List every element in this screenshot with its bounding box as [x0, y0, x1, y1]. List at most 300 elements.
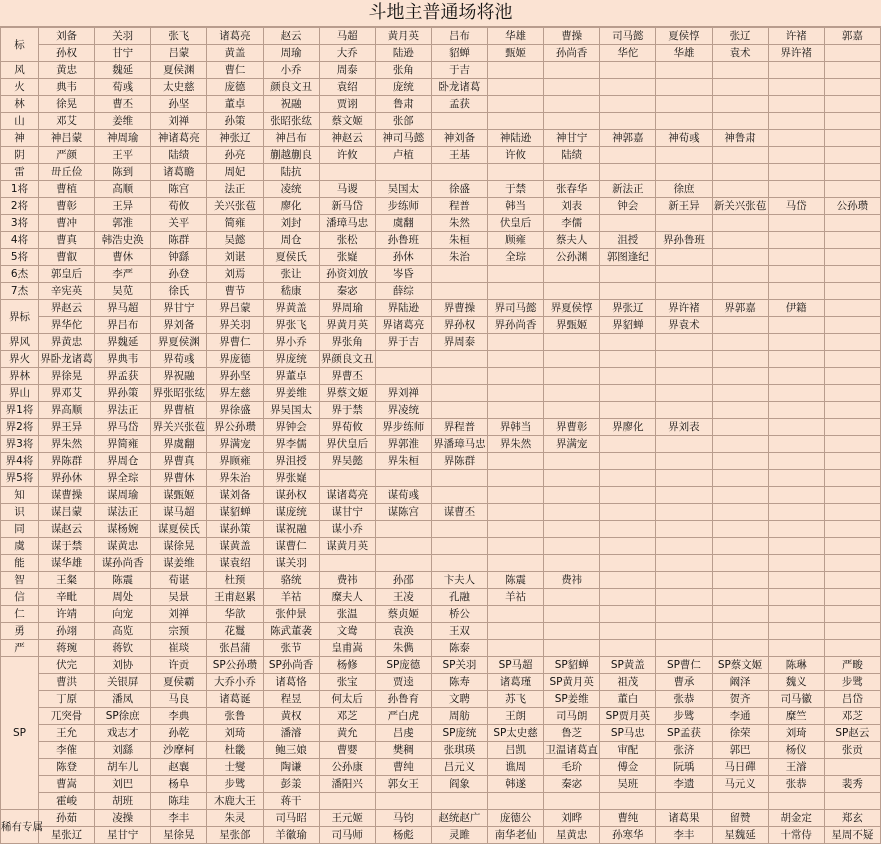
- general-name-cell: 张昭张纮: [263, 113, 319, 130]
- table-row: [1, 657, 881, 674]
- general-name-cell: 谋杨婉: [95, 521, 151, 538]
- general-name-cell: 毛玠: [544, 759, 600, 776]
- general-name-cell: 王濬: [768, 759, 824, 776]
- category-label: 同: [1, 521, 39, 538]
- general-name-cell: 界许褚: [656, 300, 712, 317]
- general-name-cell: [712, 334, 768, 351]
- table-row: [1, 351, 881, 368]
- general-name-cell: [768, 62, 824, 79]
- general-name-cell: [600, 62, 656, 79]
- general-name-cell: 刘琦: [768, 725, 824, 742]
- general-name-cell: 张春华: [544, 181, 600, 198]
- general-name-cell: 费祎: [319, 572, 375, 589]
- general-name-cell: 界夏侯惇: [544, 300, 600, 317]
- table-row: [1, 606, 881, 623]
- general-name-cell: 神郭嘉: [600, 130, 656, 147]
- category-label: 山: [1, 113, 39, 130]
- general-name-cell: [656, 164, 712, 181]
- general-name-cell: 新关兴张苞: [712, 198, 768, 215]
- general-name-cell: 曹彰: [39, 198, 95, 215]
- general-name-cell: 张角: [375, 62, 431, 79]
- general-name-cell: [824, 402, 880, 419]
- general-name-cell: [768, 538, 824, 555]
- general-name-cell: [431, 538, 487, 555]
- general-name-cell: 界许褚: [768, 45, 824, 62]
- general-name-cell: 魏延: [95, 62, 151, 79]
- general-name-cell: [431, 793, 487, 810]
- general-name-cell: 夏侯霸: [151, 674, 207, 691]
- general-name-cell: 夏侯氏: [263, 249, 319, 266]
- general-name-cell: 界荀攸: [319, 419, 375, 436]
- general-name-cell: [712, 164, 768, 181]
- general-name-cell: [712, 317, 768, 334]
- general-name-cell: [544, 368, 600, 385]
- general-name-cell: [431, 113, 487, 130]
- table-row: [1, 742, 881, 759]
- general-name-cell: [768, 147, 824, 164]
- general-name-cell: SP关羽: [431, 657, 487, 674]
- general-name-cell: [824, 436, 880, 453]
- general-name-cell: 顾雍: [488, 232, 544, 249]
- general-name-cell: [488, 453, 544, 470]
- general-name-cell: 辛宪英: [39, 283, 95, 300]
- general-name-cell: 黄忠: [39, 62, 95, 79]
- general-name-cell: [656, 402, 712, 419]
- general-name-cell: 诸葛瞻: [151, 164, 207, 181]
- general-name-cell: 界司马懿: [488, 300, 544, 317]
- table-row: [1, 419, 881, 436]
- category-label: 界山: [1, 385, 39, 402]
- general-name-cell: 界公孙瓒: [207, 419, 263, 436]
- general-name-cell: [488, 640, 544, 657]
- general-name-cell: 李遗: [656, 776, 712, 793]
- general-name-cell: 界赵云: [39, 300, 95, 317]
- general-name-cell: SP曹仁: [656, 657, 712, 674]
- general-name-cell: [768, 572, 824, 589]
- general-name-cell: [768, 317, 824, 334]
- general-name-cell: 界貂蝉: [600, 317, 656, 334]
- general-name-cell: 沙摩柯: [151, 742, 207, 759]
- general-name-cell: [712, 181, 768, 198]
- general-name-cell: 董白: [600, 691, 656, 708]
- general-name-cell: 夏侯渊: [151, 62, 207, 79]
- general-name-cell: 界黄月英: [319, 317, 375, 334]
- general-name-cell: [824, 759, 880, 776]
- general-name-cell: 邓芝: [824, 708, 880, 725]
- general-name-cell: 张贡: [824, 742, 880, 759]
- general-name-cell: 司马徽: [768, 691, 824, 708]
- general-name-cell: 界刘备: [151, 317, 207, 334]
- general-name-cell: [656, 555, 712, 572]
- general-name-cell: 陈震: [95, 572, 151, 589]
- general-name-cell: [319, 470, 375, 487]
- general-name-cell: 界小乔: [263, 334, 319, 351]
- general-name-cell: [712, 351, 768, 368]
- general-name-cell: [824, 385, 880, 402]
- category-label: 严: [1, 640, 39, 657]
- general-name-cell: 陈泰: [431, 640, 487, 657]
- general-name-cell: [319, 793, 375, 810]
- general-name-cell: 界孙尚香: [488, 317, 544, 334]
- general-name-cell: [824, 640, 880, 657]
- table-row: [1, 793, 881, 810]
- general-name-cell: 留赞: [712, 810, 768, 827]
- general-name-cell: 刘禅: [151, 113, 207, 130]
- table-row: [1, 725, 881, 742]
- general-name-cell: 马超: [319, 28, 375, 45]
- general-name-cell: 界华佗: [39, 317, 95, 334]
- general-name-cell: 甄姬: [488, 45, 544, 62]
- table-row: [1, 504, 881, 521]
- general-name-cell: [544, 351, 600, 368]
- general-name-cell: [488, 62, 544, 79]
- table-row: [1, 555, 881, 572]
- general-name-cell: 朱儁: [375, 640, 431, 657]
- general-name-cell: [824, 368, 880, 385]
- general-name-cell: 界吴懿: [319, 453, 375, 470]
- general-name-cell: 李丰: [151, 810, 207, 827]
- general-name-cell: 彭羕: [263, 776, 319, 793]
- table-row: [1, 28, 881, 45]
- general-name-cell: 谋法正: [95, 504, 151, 521]
- general-name-cell: [375, 164, 431, 181]
- category-label: 界1将: [1, 402, 39, 419]
- general-name-cell: [656, 334, 712, 351]
- general-name-cell: 孙休: [375, 249, 431, 266]
- general-name-cell: [712, 623, 768, 640]
- general-name-cell: 于禁: [488, 181, 544, 198]
- general-name-cell: 董卓: [207, 96, 263, 113]
- general-name-cell: [544, 623, 600, 640]
- general-name-cell: 王基: [431, 147, 487, 164]
- general-name-cell: 谋庞统: [263, 504, 319, 521]
- general-name-cell: 新王异: [656, 198, 712, 215]
- general-name-cell: 谋关羽: [263, 555, 319, 572]
- general-name-cell: 陈到: [95, 164, 151, 181]
- general-name-cell: [768, 504, 824, 521]
- general-name-cell: 界袁术: [656, 317, 712, 334]
- general-name-cell: 界邓艾: [39, 385, 95, 402]
- general-name-cell: 司马师: [319, 827, 375, 844]
- general-name-cell: [656, 538, 712, 555]
- general-name-cell: 孙坚: [151, 96, 207, 113]
- general-name-cell: [431, 385, 487, 402]
- general-name-cell: 星徐晃: [151, 827, 207, 844]
- table-row: [1, 130, 881, 147]
- general-name-cell: 谋曹操: [39, 487, 95, 504]
- general-name-cell: [656, 521, 712, 538]
- general-name-cell: 伏完: [39, 657, 95, 674]
- general-name-cell: 张济: [656, 742, 712, 759]
- general-name-cell: 士燮: [207, 759, 263, 776]
- general-name-cell: 羊祜: [488, 589, 544, 606]
- general-name-cell: 羊徽瑜: [263, 827, 319, 844]
- general-name-cell: [768, 96, 824, 113]
- general-name-cell: 界孟获: [95, 368, 151, 385]
- general-name-cell: [375, 351, 431, 368]
- general-name-cell: 谋姜维: [151, 555, 207, 572]
- general-name-cell: 界韩当: [488, 419, 544, 436]
- general-name-cell: 谋孙尚香: [95, 555, 151, 572]
- general-name-cell: 谋小乔: [319, 521, 375, 538]
- general-name-cell: 神吕蒙: [39, 130, 95, 147]
- general-name-cell: 张仲景: [263, 606, 319, 623]
- general-name-cell: 孙翊: [39, 623, 95, 640]
- general-name-cell: 吕元义: [431, 759, 487, 776]
- table-row: [1, 827, 881, 844]
- general-name-cell: 许攸: [319, 147, 375, 164]
- general-name-cell: 潘阳兴: [319, 776, 375, 793]
- general-name-cell: [431, 368, 487, 385]
- general-name-cell: [824, 623, 880, 640]
- general-name-cell: 孔融: [431, 589, 487, 606]
- general-name-cell: [600, 147, 656, 164]
- general-name-cell: 蔡文姬: [319, 113, 375, 130]
- general-name-cell: 界诸葛亮: [375, 317, 431, 334]
- general-name-cell: 关平: [151, 215, 207, 232]
- general-name-cell: 周泰: [319, 62, 375, 79]
- general-name-cell: [712, 266, 768, 283]
- general-name-cell: [768, 232, 824, 249]
- general-name-cell: 徐氏: [151, 283, 207, 300]
- general-name-cell: 韩遂: [488, 776, 544, 793]
- category-label: 1将: [1, 181, 39, 198]
- general-name-cell: 谋夏侯氏: [151, 521, 207, 538]
- general-name-cell: 卧龙诸葛: [431, 79, 487, 96]
- general-name-cell: [488, 96, 544, 113]
- general-name-cell: 岑昏: [375, 266, 431, 283]
- general-name-cell: SP蔡文姬: [712, 657, 768, 674]
- general-name-cell: 黄盖: [207, 45, 263, 62]
- general-name-cell: [824, 555, 880, 572]
- general-name-cell: 张让: [263, 266, 319, 283]
- general-name-cell: 界于吉: [375, 334, 431, 351]
- general-name-cell: 诸葛亮: [207, 28, 263, 45]
- general-name-cell: 界孙休: [39, 470, 95, 487]
- table-row: [1, 674, 881, 691]
- category-label: 仁: [1, 606, 39, 623]
- general-name-cell: 宗预: [151, 623, 207, 640]
- general-name-cell: 陆逊: [375, 45, 431, 62]
- general-name-cell: 郭女王: [375, 776, 431, 793]
- general-name-cell: [488, 385, 544, 402]
- general-name-cell: 刘禅: [151, 606, 207, 623]
- general-name-cell: [712, 589, 768, 606]
- general-name-cell: [712, 606, 768, 623]
- general-name-cell: 界张辽: [600, 300, 656, 317]
- general-name-cell: [656, 113, 712, 130]
- general-name-cell: SP姜维: [544, 691, 600, 708]
- general-name-cell: SP黄盖: [600, 657, 656, 674]
- general-name-cell: 胡金定: [768, 810, 824, 827]
- general-name-cell: 颜良文丑: [263, 79, 319, 96]
- general-name-cell: [824, 249, 880, 266]
- general-name-cell: 界董卓: [263, 368, 319, 385]
- general-name-cell: 公孙瓒: [824, 198, 880, 215]
- general-name-cell: 陈登: [39, 759, 95, 776]
- general-name-cell: 界左慈: [207, 385, 263, 402]
- general-name-cell: 界张飞: [263, 317, 319, 334]
- general-name-cell: 谋祝融: [263, 521, 319, 538]
- general-name-cell: 界曹丕: [319, 368, 375, 385]
- general-name-cell: 曹嵩: [39, 776, 95, 793]
- general-name-cell: 李严: [95, 266, 151, 283]
- general-name-cell: [824, 793, 880, 810]
- general-name-cell: 张昌蒲: [207, 640, 263, 657]
- general-name-cell: 孙乾: [151, 725, 207, 742]
- general-name-cell: [600, 79, 656, 96]
- general-name-cell: 赵统赵广: [431, 810, 487, 827]
- general-name-cell: [824, 147, 880, 164]
- general-name-cell: 张鲁: [207, 708, 263, 725]
- general-name-cell: [712, 249, 768, 266]
- general-name-cell: 谋黄忠: [95, 538, 151, 555]
- general-name-cell: 谋陈宫: [375, 504, 431, 521]
- general-name-cell: [431, 402, 487, 419]
- general-name-cell: 吕蒙: [151, 45, 207, 62]
- general-name-cell: 戏志才: [95, 725, 151, 742]
- general-name-cell: [712, 436, 768, 453]
- general-name-cell: 谋马超: [151, 504, 207, 521]
- general-name-cell: [656, 283, 712, 300]
- category-label: 界5将: [1, 470, 39, 487]
- general-name-cell: 王双: [431, 623, 487, 640]
- general-name-cell: [768, 436, 824, 453]
- general-name-cell: 界潘璋马忠: [431, 436, 487, 453]
- general-name-cell: 神吕布: [263, 130, 319, 147]
- general-name-cell: 蔡贞姬: [375, 606, 431, 623]
- general-name-cell: 许靖: [39, 606, 95, 623]
- general-name-cell: 界关羽: [207, 317, 263, 334]
- general-name-cell: 黄月英: [375, 28, 431, 45]
- table-row: [1, 300, 881, 317]
- general-name-cell: 陈武董袭: [263, 623, 319, 640]
- general-name-cell: [768, 453, 824, 470]
- general-name-cell: [544, 453, 600, 470]
- general-name-cell: 花鬘: [207, 623, 263, 640]
- general-name-cell: 朱然: [431, 215, 487, 232]
- general-name-cell: [488, 555, 544, 572]
- general-name-cell: 丁原: [39, 691, 95, 708]
- category-label: 虞: [1, 538, 39, 555]
- general-name-cell: 蔡夫人: [544, 232, 600, 249]
- general-name-cell: 郑玄: [824, 810, 880, 827]
- general-name-cell: [824, 334, 880, 351]
- general-name-cell: 黄允: [319, 725, 375, 742]
- general-name-cell: 界卧龙诸葛: [39, 351, 95, 368]
- general-name-cell: 蒋钦: [95, 640, 151, 657]
- general-name-cell: [768, 606, 824, 623]
- general-name-cell: 潘璋马忠: [319, 215, 375, 232]
- general-name-cell: 界全琮: [95, 470, 151, 487]
- general-name-cell: [600, 572, 656, 589]
- general-name-cell: 太史慈: [151, 79, 207, 96]
- general-name-cell: 虞翻: [375, 215, 431, 232]
- general-name-cell: [544, 470, 600, 487]
- table-row: [1, 198, 881, 215]
- general-name-cell: 庞德公: [488, 810, 544, 827]
- general-name-cell: [488, 283, 544, 300]
- general-name-cell: [656, 504, 712, 521]
- table-row: [1, 249, 881, 266]
- general-name-cell: 王甫赵累: [207, 589, 263, 606]
- general-name-cell: [824, 606, 880, 623]
- general-name-cell: [712, 385, 768, 402]
- general-name-cell: 孟获: [431, 96, 487, 113]
- general-name-cell: 孙尚香: [544, 45, 600, 62]
- general-name-cell: 严颜: [39, 147, 95, 164]
- general-name-cell: 神鲁肃: [712, 130, 768, 147]
- general-name-cell: 祝融: [263, 96, 319, 113]
- general-name-cell: 贺齐: [712, 691, 768, 708]
- general-name-cell: 界吴国太: [263, 402, 319, 419]
- general-name-cell: 界程普: [431, 419, 487, 436]
- general-name-cell: 张郃: [375, 113, 431, 130]
- general-name-cell: 邓艾: [39, 113, 95, 130]
- category-label: SP: [1, 657, 39, 810]
- general-name-cell: 王平: [95, 147, 151, 164]
- general-name-cell: 诸葛果: [656, 810, 712, 827]
- general-name-cell: [768, 130, 824, 147]
- general-name-cell: SP貂蝉: [544, 657, 600, 674]
- general-name-cell: 界周瑜: [319, 300, 375, 317]
- general-name-cell: [656, 147, 712, 164]
- general-name-cell: [824, 521, 880, 538]
- general-name-cell: [544, 487, 600, 504]
- general-name-cell: 刘备: [39, 28, 95, 45]
- general-name-cell: 马良: [151, 691, 207, 708]
- general-name-cell: [712, 147, 768, 164]
- general-name-cell: 周处: [95, 589, 151, 606]
- general-name-cell: [544, 640, 600, 657]
- general-name-cell: 秦宓: [319, 283, 375, 300]
- general-name-cell: 华歆: [207, 606, 263, 623]
- general-name-cell: 荀彧: [95, 79, 151, 96]
- general-name-cell: 张宝: [319, 674, 375, 691]
- category-label: 2将: [1, 198, 39, 215]
- general-name-cell: [824, 62, 880, 79]
- general-name-cell: 公孙康: [319, 759, 375, 776]
- general-name-cell: [375, 793, 431, 810]
- general-name-cell: 廖化: [263, 198, 319, 215]
- general-name-cell: [488, 623, 544, 640]
- general-name-cell: [824, 419, 880, 436]
- general-name-cell: 鲁芝: [544, 725, 600, 742]
- table-row: [1, 113, 881, 130]
- general-name-cell: 傅佥: [600, 759, 656, 776]
- general-name-cell: 曹承: [656, 674, 712, 691]
- general-name-cell: 魏义: [768, 674, 824, 691]
- general-name-cell: 步骘: [207, 776, 263, 793]
- general-name-cell: 许贡: [151, 657, 207, 674]
- page-title: 斗地主普通场将池: [0, 0, 881, 27]
- general-name-cell: [824, 504, 880, 521]
- general-name-cell: 谋甄姬: [151, 487, 207, 504]
- general-name-cell: 孙权: [39, 45, 95, 62]
- general-name-cell: SP公孙瓒: [207, 657, 263, 674]
- general-name-cell: 卫温诸葛直: [544, 742, 600, 759]
- general-name-cell: 杜预: [207, 572, 263, 589]
- general-name-cell: 伏皇后: [488, 215, 544, 232]
- general-name-cell: 神诸葛亮: [151, 130, 207, 147]
- general-name-cell: 周妃: [207, 164, 263, 181]
- general-name-cell: 赵云: [263, 28, 319, 45]
- general-name-cell: 神荀彧: [656, 130, 712, 147]
- general-name-cell: 界钟会: [263, 419, 319, 436]
- general-name-cell: 孙策: [207, 113, 263, 130]
- general-name-cell: 孙邵: [375, 572, 431, 589]
- general-name-cell: 界伏皇后: [319, 436, 375, 453]
